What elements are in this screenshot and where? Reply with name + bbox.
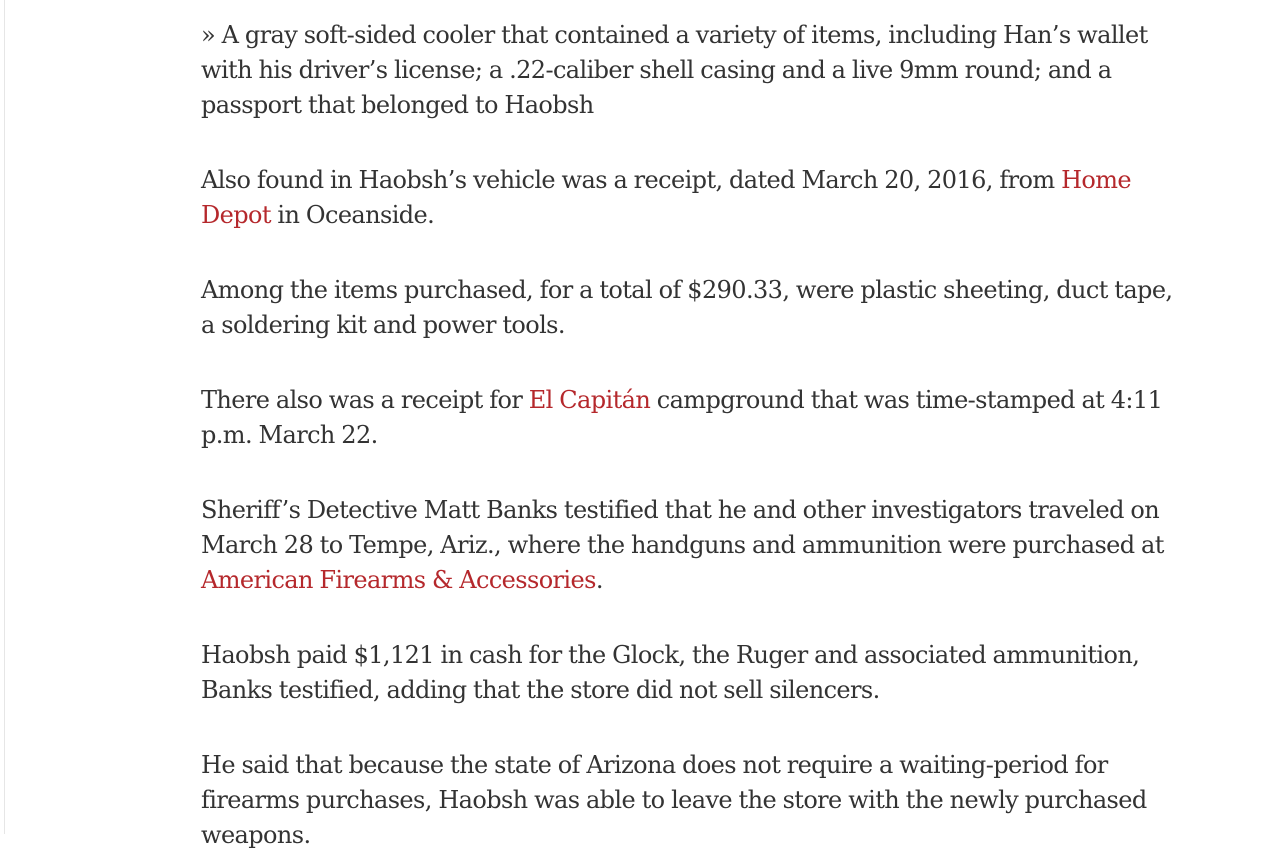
paragraph-waiting-period [201,748,1176,853]
paragraph-text: Also found in Haobsh’s vehicle was a receipt, dated March 20, 2016, from [201,166,1062,194]
paragraph-text: » A gray soft-sided cooler that contained a variety of items, including Han’s wallet with his driver’s license; a .22-caliber shell casing and a live 9mm round; and a passport that belonged to Haobsh [201,21,1148,119]
link-american-firearms[interactable]: American Firearms & Accessories [201,566,596,594]
paragraph-cooler-items [201,18,1176,123]
paragraph-text: Sheriff’s Detective Matt Banks testified that he and other investigators traveled on March 28 to Tempe, Ariz., where the handguns and ammunition were purchased at [201,496,1164,559]
paragraph-items-purchased [201,273,1176,343]
link-el-capitan[interactable]: El Capitán [528,386,651,414]
paragraph-detective-testimony [201,493,1176,598]
paragraph-campground-receipt [201,383,1176,453]
paragraph-text: Among the items purchased, for a total of $290.33, were plastic sheeting, duct tape, a soldering kit and power tools. [201,276,1173,339]
link-home-depot[interactable]: Home Depot [201,166,1132,229]
article-body [201,18,1176,853]
paragraph-text: in Oceanside. [270,201,435,229]
paragraph-text: There also was a receipt for [201,386,529,414]
paragraph-home-depot-receipt [201,163,1176,233]
paragraph-text: Haobsh paid $1,121 in cash for the Glock, the Ruger and associated ammunition, Banks testified, adding that the store did not sell silencers. [201,641,1140,704]
paragraph-text: . [595,566,603,594]
page-left-border [4,0,5,834]
paragraph-cash-payment [201,638,1176,708]
paragraph-text: campground that was time-stamped at 4:11 p.m. March 22. [201,386,1163,449]
paragraph-text: He said that because the state of Arizona does not require a waiting-period for firearms purchases, Haobsh was able to leave the store with the newly purchased weapons. [201,751,1147,849]
